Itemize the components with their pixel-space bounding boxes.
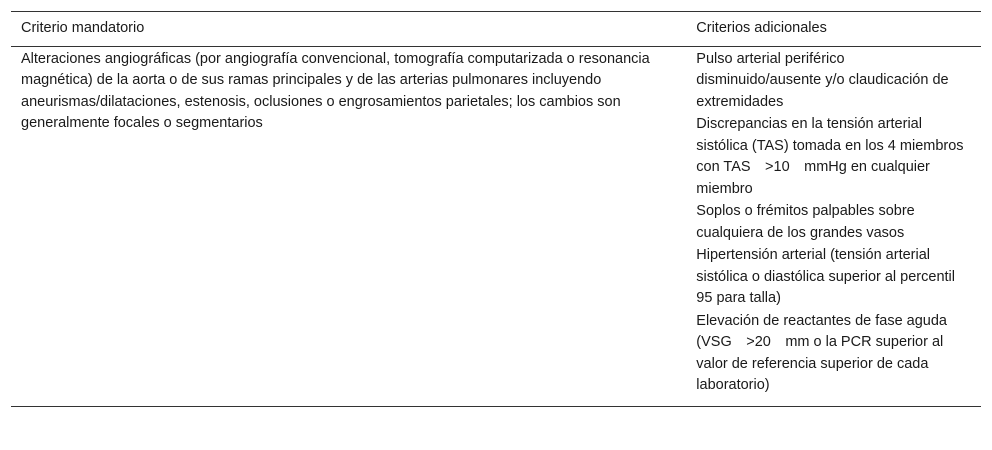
- criteria-table-container: [11, 11, 981, 407]
- mandatory-criterion-cell: [11, 46, 686, 406]
- additional-criterion-acute-phase: Elevación de reactantes de fase aguda (VSG >20 mm o la PCR superior al valor de referencia superior de cada laboratorio): [696, 312, 947, 393]
- header-row: [11, 12, 981, 47]
- additional-criteria-cell: [686, 46, 981, 406]
- additional-criterion-hypertension: Hipertensión arterial (tensión arterial sistólica o diastólica superior al percentil 95 para talla): [696, 247, 955, 306]
- criteria-table: [11, 11, 981, 407]
- table-body: [11, 46, 981, 406]
- additional-criterion-murmurs: Soplos o frémitos palpables sobre cualquiera de los grandes vasos: [696, 203, 915, 241]
- mandatory-criterion-text: Alteraciones angiográficas (por angiografía convencional, tomografía computarizada o resonancia magnética) de la aorta o de sus ramas principales y de las arterias pulmonares incluyendo aneurismas/dilataciones, estenosis, oclusiones o engrosamientos parietales; los cambios son generalmente focales o segmentarios: [21, 50, 650, 131]
- additional-criterion-pulse: Pulso arterial periférico disminuido/ausente y/o claudicación de extremidades: [696, 50, 949, 110]
- table-row: [11, 46, 981, 406]
- additional-criterion-blood-pressure: Discrepancias en la tensión arterial sistólica (TAS) tomada en los 4 miembros con TAS >10 mmHg en cualquier miembro: [696, 116, 964, 197]
- header-additional: Criterios adicionales: [686, 12, 981, 47]
- header-mandatory: Criterio mandatorio: [11, 12, 686, 47]
- table-header: [11, 12, 981, 47]
